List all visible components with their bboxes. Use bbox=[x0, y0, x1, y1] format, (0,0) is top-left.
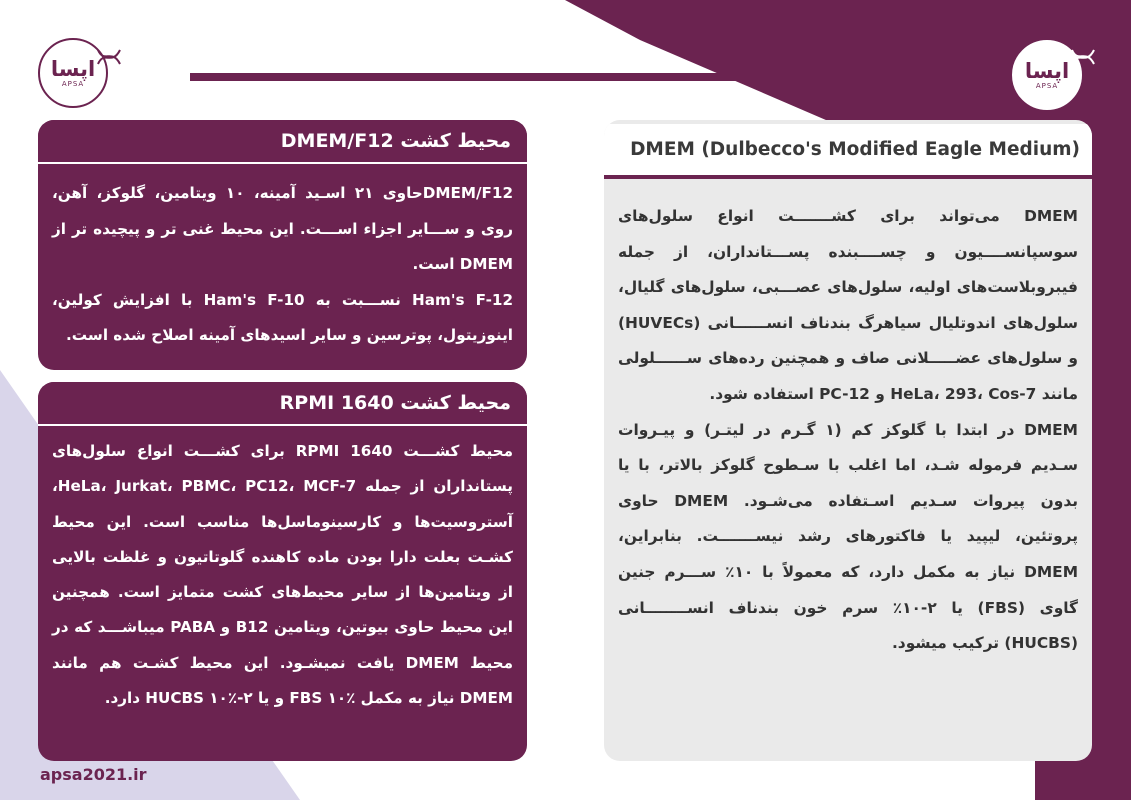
logo-subtitle: APSA bbox=[1035, 82, 1059, 90]
dmem-card bbox=[604, 120, 1092, 761]
dmem-f12-paragraph-1: DMEM/F12حاوی ۲۱ اسـید آمینه، ۱۰ ویتامین، گلوکز، آهن، روی و ســـایر اجزاء اســـت. این محیط غنی تر و پیچیده تر از DMEM است. bbox=[52, 184, 514, 273]
dmem-f12-paragraph-2: Ham's F-12 نســـبت به Ham's F-10 با افزایش کولین، اینوزیتول، پوترسین و سایر اسیدهای آمینه اصلاح شده است. bbox=[52, 290, 514, 344]
dna-icon bbox=[96, 46, 122, 68]
dmem-paragraph-2: DMEM در ابتدا با گلوکز کم (۱ گـرم در لیتـر) و پیـروات سـدیم فرموله شـد، اما اغلب با سـطوح گلوکز بالاتر، با یا بدون پیروات سـدیم اسـتفاده می‌شـود. DMEM حاوی پروتئین، لیپید یا فاکتورهای رشد نیســـــــت. بنابراین، DMEM نیاز به مکمل دارد، که معمولاً با ۱۰٪ ســـرم جنین گاوی (FBS) یا ۲-۱۰٪ سرم خون بندناف انســــــــانی (HUCBS) ترکیب میشود. bbox=[618, 420, 1079, 653]
dmem-f12-card-body bbox=[38, 164, 527, 354]
rpmi-card-header bbox=[38, 382, 527, 426]
logo-subtitle: APSA bbox=[61, 80, 85, 88]
dmem-card-body bbox=[604, 179, 1092, 662]
dmem-paragraph-1: DMEM می‌تواند برای کشـــــــت انواع سلول‌های سوسپانســــیون و چســــبنده پســـتانداران، از جمله فیبروبلاست‌های اولیه، سلول‌های عصـــبی، سلول‌های گلیال، سلول‌های اندوتلیال سیاهرگ بندناف انســــــانی (HUVECs) و سلول‌های عضـــــلانی صاف و همچنین رده‌های ســــــلولی مانند HeLa، 293، Cos-7 و PC-12 استفاده شود. bbox=[618, 207, 1078, 403]
rpmi-title: محیط کشت RPMI 1640 bbox=[279, 392, 511, 414]
dmem-card-header bbox=[604, 124, 1092, 179]
logo-wordmark: اپسا bbox=[50, 57, 96, 81]
rpmi-card-body bbox=[38, 426, 527, 716]
dmem-f12-card bbox=[38, 120, 527, 370]
website-link[interactable]: apsa2021.ir bbox=[40, 765, 147, 784]
dmem-f12-card-header bbox=[38, 120, 527, 164]
dmem-title: DMEM (Dulbecco's Modified Eagle Medium) bbox=[630, 139, 1080, 160]
top-divider-line bbox=[190, 73, 906, 81]
logo-wordmark: اپسا bbox=[1024, 59, 1070, 83]
dna-icon bbox=[1070, 46, 1096, 68]
rpmi-paragraph-1: محیط کشـــت RPMI 1640 برای کشـــت انواع سلول‌های پستانداران از جمله HeLa، Jurkat، PBMC، PC12، MCF-7، آستروسیت‌ها و کارسینوماسل‌ها مناسب است. این محیط کشـت بعلت دارا بودن ماده کاهنده گلوتاتیون و غلظت بالایی از ویتامین‌ها از سایر محیط‌های کشت متمایز است. همچنین این محیط حاوی بیوتین، ویتامین B12 و PABA میباشـــد که در محیط DMEM یافت نمیشـود. این محیط کشـت هم مانند DMEM نیاز به مکمل FBS ۱۰٪ و یا HUCBS ۱۰٪-۲ دارد. bbox=[52, 442, 513, 708]
rpmi-card bbox=[38, 382, 527, 761]
dmem-f12-title: محیط کشت DMEM/F12 bbox=[280, 130, 511, 152]
